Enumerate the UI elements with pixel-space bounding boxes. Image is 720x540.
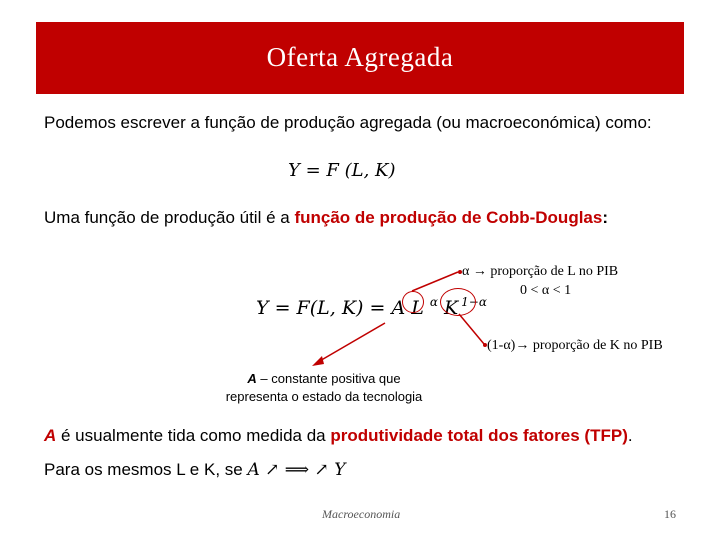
slide-title: Oferta Agregada <box>266 42 454 72</box>
tfp-mid: é usualmente tida como medida da <box>56 426 331 445</box>
arrow-one-minus-alpha <box>459 314 484 344</box>
equation-production: Y = F (L, K) <box>288 160 396 181</box>
note-A-desc: – constante positiva que <box>256 371 401 386</box>
note-A <box>214 370 434 406</box>
eq-main: Y = F(L, K) = A L <box>256 297 424 319</box>
cobb-douglas-suffix: : <box>602 208 609 227</box>
same-l-k-text: Para os mesmos L e K, se <box>44 460 248 479</box>
tfp-A: A <box>44 426 57 445</box>
eq-k: K <box>443 297 459 319</box>
eq-one-minus-alpha-exponent: 1−α <box>461 295 487 309</box>
note-A-line1 <box>214 370 434 388</box>
same-l-k-sentence <box>44 460 345 480</box>
note-alpha: α → proporção de L no PIB <box>462 264 619 279</box>
tfp-highlight: produtividade total dos fatores (TFP) <box>330 426 628 445</box>
note-alpha-range: 0 < α < 1 <box>520 283 572 298</box>
arrow-A <box>318 323 385 362</box>
arrow-A-head <box>312 356 324 366</box>
tfp-sentence <box>44 426 633 446</box>
note-one-minus-alpha: (1-α)→ proporção de K no PIB <box>487 338 663 353</box>
eq-alpha-exponent: α <box>429 295 438 309</box>
footer-course: Macroeconomia <box>322 507 401 521</box>
cobb-douglas-prefix: Uma função de produção útil é a <box>44 208 295 227</box>
footer-page-number: 16 <box>664 507 676 521</box>
same-l-k-math: A ↗ ⟹ ↗ Y <box>247 460 346 480</box>
note-A-symbol: A <box>247 371 257 386</box>
cobb-douglas-highlight: função de produção de Cobb-Douglas <box>294 208 603 227</box>
intro-sentence: Podemos escrever a função de produção agregada (ou macroeconómica) como: <box>44 113 652 132</box>
arrow-alpha <box>412 272 458 291</box>
note-A-line2: representa o estado da tecnologia <box>225 389 423 404</box>
tfp-end: . <box>627 426 633 445</box>
